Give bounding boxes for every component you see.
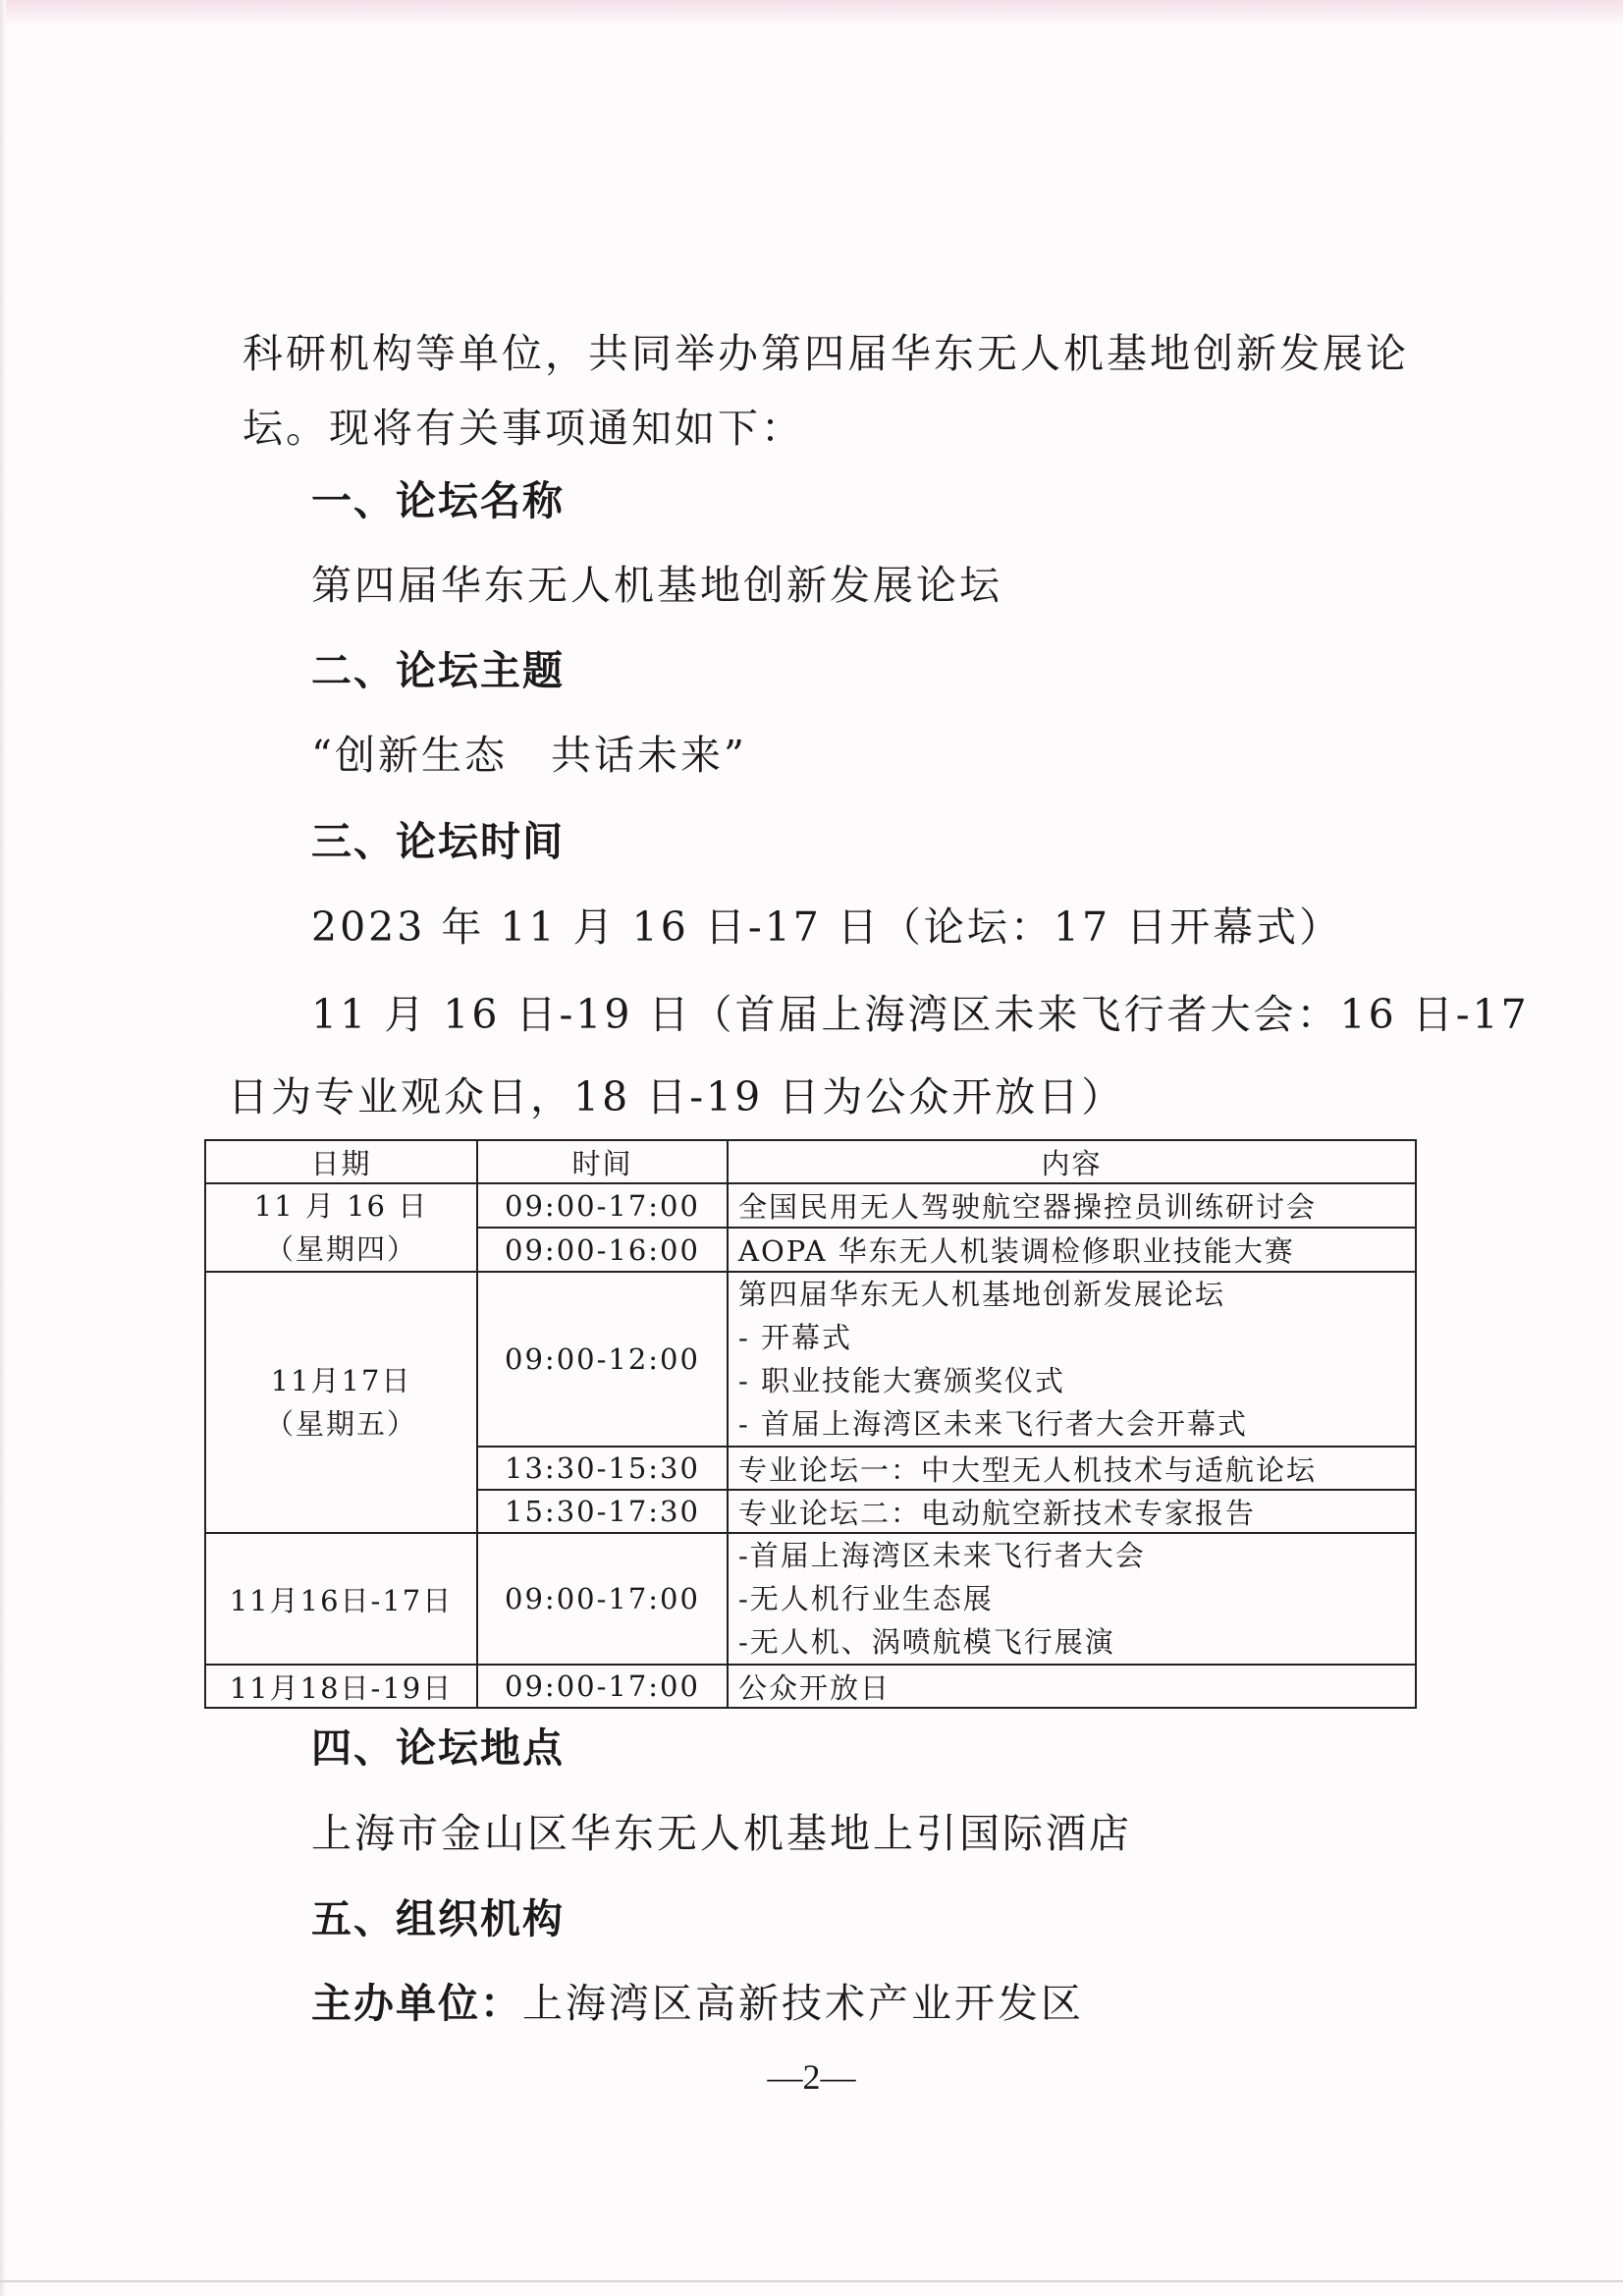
- content-line: -无人机行业生态展: [738, 1582, 994, 1615]
- content-line: - 首届上海湾区未来飞行者大会开幕式: [738, 1407, 1249, 1441]
- page-bottom-line: [0, 2280, 1623, 2282]
- time-cell: 09:00-12:00: [477, 1272, 728, 1447]
- page-number: —2—: [767, 2057, 856, 2097]
- page-left-edge: [0, 0, 6, 2296]
- content-cell: [728, 1272, 1416, 1447]
- date-cell-nov17: [205, 1272, 477, 1533]
- date-cell-nov16-17: 11月16日-17日: [205, 1533, 477, 1665]
- section-3-heading: 三、论坛时间: [311, 818, 565, 865]
- section-2-body: “创新生态 共话未来”: [311, 732, 747, 779]
- section-1-heading: 一、论坛名称: [311, 477, 565, 524]
- table-row: [205, 1665, 1416, 1708]
- date-cell-nov18-19: 11月18日-19日: [205, 1665, 477, 1708]
- schedule-table: [204, 1139, 1417, 1709]
- time-cell: 09:00-16:00: [477, 1228, 728, 1272]
- time-cell: 09:00-17:00: [477, 1533, 728, 1665]
- section-1-body: 第四届华东无人机基地创新发展论坛: [311, 562, 1002, 609]
- content-line: 第四届华东无人机基地创新发展论坛: [738, 1278, 1226, 1311]
- section-3-line-2: 11 月 16 日-19 日（首届上海湾区未来飞行者大会：16 日-17: [311, 991, 1530, 1038]
- intro-line-1: 科研机构等单位，共同举办第四届华东无人机基地创新发展论: [243, 330, 1409, 377]
- table-row: [205, 1272, 1416, 1447]
- table-header-row: [205, 1140, 1416, 1183]
- organizer-value: 上海湾区高新技术产业开发区: [522, 1980, 1084, 2027]
- weekday-text: （星期四）: [264, 1232, 417, 1266]
- date-text: 11月17日: [270, 1364, 412, 1397]
- date-cell-nov16: [205, 1183, 477, 1272]
- content-line: -首届上海湾区未来飞行者大会: [738, 1539, 1146, 1572]
- section-4-heading: 四、论坛地点: [311, 1724, 565, 1772]
- header-time: 时间: [477, 1140, 728, 1183]
- content-cell: 专业论坛二：电动航空新技术专家报告: [728, 1490, 1416, 1533]
- time-cell: 13:30-15:30: [477, 1447, 728, 1490]
- table-row: [205, 1183, 1416, 1228]
- organizer-line: [311, 1978, 1084, 2029]
- weekday-text: （星期五）: [264, 1407, 417, 1441]
- section-5-heading: 五、组织机构: [311, 1895, 565, 1942]
- section-4-body: 上海市金山区华东无人机基地上引国际酒店: [311, 1810, 1132, 1857]
- time-cell: 09:00-17:00: [477, 1183, 728, 1228]
- content-cell: [728, 1533, 1416, 1665]
- content-line: - 开幕式: [738, 1321, 853, 1354]
- content-cell: AOPA 华东无人机装调检修职业技能大赛: [728, 1228, 1416, 1272]
- content-line: -无人机、涡喷航模飞行展演: [738, 1625, 1115, 1659]
- section-3-line-3: 日为专业观众日，18 日-19 日为公众开放日）: [228, 1073, 1125, 1121]
- time-cell: 09:00-17:00: [477, 1665, 728, 1708]
- date-text: 11 月 16 日: [253, 1189, 429, 1223]
- header-date: 日期: [205, 1140, 477, 1183]
- content-cell: 专业论坛一：中大型无人机技术与适航论坛: [728, 1447, 1416, 1490]
- content-line: - 职业技能大赛颁奖仪式: [738, 1364, 1066, 1397]
- content-cell: 公众开放日: [728, 1665, 1416, 1708]
- intro-line-2: 坛。现将有关事项通知如下：: [243, 405, 804, 452]
- organizer-label: 主办单位：: [311, 1980, 522, 2027]
- table-row: [205, 1533, 1416, 1665]
- section-2-heading: 二、论坛主题: [311, 647, 565, 694]
- section-3-line-1: 2023 年 11 月 16 日-17 日（论坛：17 日开幕式）: [311, 903, 1343, 951]
- content-cell: 全国民用无人驾驶航空器操控员训练研讨会: [728, 1183, 1416, 1228]
- header-content: 内容: [728, 1140, 1416, 1183]
- page-top-band: [0, 0, 1623, 26]
- time-cell: 15:30-17:30: [477, 1490, 728, 1533]
